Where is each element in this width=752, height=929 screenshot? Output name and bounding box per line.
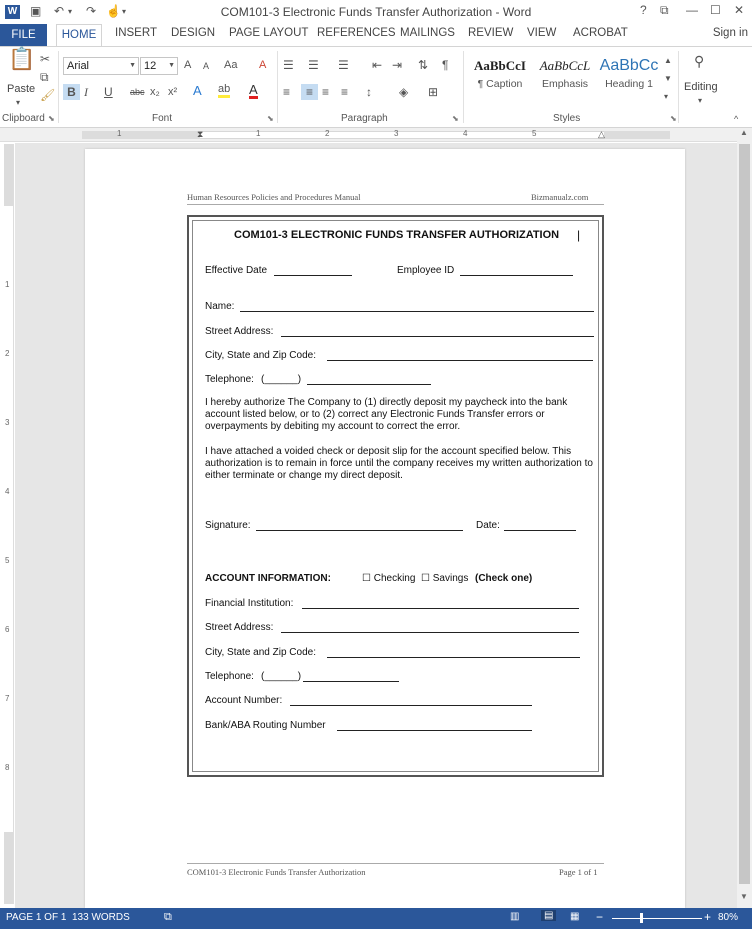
bank-telephone-field[interactable] <box>303 681 399 682</box>
web-layout-icon[interactable]: ▦ <box>570 911 580 922</box>
ruler-left-margin <box>82 131 200 139</box>
clipboard-group-label: Clipboard <box>2 113 45 124</box>
highlight-color-icon[interactable]: ab <box>218 83 230 98</box>
window-title: COM101-3 Electronic Funds Transfer Authorization - Word <box>220 5 532 19</box>
sign-in-link[interactable]: Sign in <box>712 27 748 39</box>
grow-font-icon[interactable]: A <box>184 59 192 71</box>
ruler-number: 4 <box>5 487 10 496</box>
header-rule <box>187 204 604 205</box>
decrease-indent-icon[interactable]: ⇤ <box>372 58 383 72</box>
paste-dropdown-icon[interactable]: ▾ <box>16 98 21 107</box>
close-button[interactable]: ✕ <box>734 3 745 17</box>
clipboard-launcher-icon[interactable]: ⬊ <box>48 114 55 123</box>
form-border <box>187 215 604 777</box>
style-emphasis[interactable] <box>534 55 596 99</box>
tab-home[interactable]: HOME <box>56 24 102 47</box>
bank-city-state-zip-field[interactable] <box>327 657 580 658</box>
subscript-button[interactable]: x₂ <box>150 86 160 98</box>
show-formatting-icon[interactable]: ¶ <box>442 58 449 72</box>
bold-button[interactable]: B <box>63 84 80 100</box>
font-launcher-icon[interactable]: ⬊ <box>267 114 274 123</box>
ruler-number: 1 <box>117 129 122 138</box>
touch-mode-icon[interactable]: ☝ <box>106 4 121 18</box>
chevron-down-icon: ▼ <box>168 62 175 69</box>
proofing-icon[interactable]: ⧉ <box>164 911 172 923</box>
ruler-number: 1 <box>256 129 261 138</box>
styles-scroll-up-icon[interactable]: ▲ <box>664 56 672 65</box>
scroll-up-icon[interactable]: ▲ <box>740 128 748 137</box>
document-area[interactable] <box>15 143 737 908</box>
telephone-field[interactable] <box>307 384 431 385</box>
undo-dropdown-icon[interactable]: ▾ <box>68 7 73 16</box>
text-effects-icon[interactable]: A <box>193 83 202 98</box>
account-number-label: Account Number: <box>205 695 283 706</box>
sort-icon[interactable]: ⇅ <box>418 58 429 72</box>
font-name-value: Arial <box>67 60 90 72</box>
name-field[interactable] <box>240 311 594 312</box>
ruler-number: 6 <box>5 625 10 634</box>
tab-references[interactable]: REFERENCES <box>317 27 396 39</box>
styles-scroll-down-icon[interactable]: ▼ <box>664 74 672 83</box>
city-state-zip-label: City, State and Zip Code: <box>205 350 316 361</box>
ruler-number: 1 <box>5 280 10 289</box>
effective-date-field[interactable] <box>274 275 352 276</box>
status-bar <box>0 908 752 929</box>
account-number-field[interactable] <box>290 705 532 706</box>
style-sample: AaBbCc <box>599 57 659 74</box>
ruler-bottom-margin <box>4 832 13 904</box>
form-inner-border <box>192 220 599 772</box>
title-bar <box>0 0 752 24</box>
undo-icon[interactable]: ↶ <box>54 4 65 18</box>
zoom-slider[interactable] <box>612 918 702 919</box>
signature-field[interactable] <box>256 530 463 531</box>
financial-institution-label: Financial Institution: <box>205 598 294 609</box>
tab-design[interactable]: DESIGN <box>171 27 216 39</box>
style-sample: AaBbCcL <box>539 58 591 73</box>
horizontal-ruler[interactable] <box>0 128 752 142</box>
cut-icon[interactable]: ✂ <box>40 52 51 66</box>
date-field[interactable] <box>504 530 576 531</box>
font-size-combo[interactable] <box>140 57 178 75</box>
ruler-number: 8 <box>5 763 10 772</box>
bank-street-address-label: Street Address: <box>205 622 274 633</box>
font-color-icon[interactable]: A <box>249 82 258 97</box>
routing-number-field[interactable] <box>337 730 532 731</box>
right-indent-marker-icon[interactable]: △ <box>598 129 605 139</box>
ruler-number: 3 <box>394 129 399 138</box>
ribbon-display-options-icon[interactable]: ⧉ <box>660 3 669 17</box>
tab-acrobat[interactable]: ACROBAT <box>573 27 628 39</box>
vertical-scrollbar[interactable] <box>737 128 752 908</box>
tab-mailings[interactable]: MAILINGS <box>400 27 455 39</box>
minimize-button[interactable]: — <box>686 3 698 17</box>
word-app-icon[interactable]: W <box>5 5 20 19</box>
text-cursor: | <box>577 228 581 242</box>
ruler-number: 7 <box>5 694 10 703</box>
savings-checkbox[interactable]: ☐ Savings <box>421 573 469 584</box>
paragraph-group-label: Paragraph <box>341 113 388 124</box>
numbering-icon[interactable]: ☰ <box>308 58 319 72</box>
divider <box>277 51 278 123</box>
style-name: Heading 1 <box>605 78 653 90</box>
copy-icon[interactable]: ⧉ <box>40 70 49 84</box>
ruler-number: 2 <box>325 129 330 138</box>
paste-button[interactable]: Paste <box>7 83 36 95</box>
employee-id-label: Employee ID <box>397 265 455 276</box>
ruler-number: 4 <box>463 129 468 138</box>
align-right-icon[interactable]: ≡ <box>322 85 330 99</box>
paste-icon[interactable]: 📋 <box>8 46 36 71</box>
tab-file[interactable]: FILE <box>0 24 47 46</box>
account-info-heading: ACCOUNT INFORMATION: <box>205 573 331 584</box>
paragraph-launcher-icon[interactable]: ⬊ <box>452 114 459 123</box>
effective-date-label: Effective Date <box>205 265 268 276</box>
signature-label: Signature: <box>205 520 251 531</box>
font-name-combo[interactable] <box>63 57 139 75</box>
tab-view[interactable]: VIEW <box>527 27 557 39</box>
check-one-note: (Check one) <box>475 573 533 584</box>
style-caption[interactable] <box>468 55 532 99</box>
ruler-number: 5 <box>5 556 10 565</box>
ruler-top-margin <box>4 144 13 206</box>
scroll-down-icon[interactable]: ▼ <box>740 892 748 901</box>
bank-street-address-field[interactable] <box>281 632 579 633</box>
page-header-left: Human Resources Policies and Procedures Manual <box>187 192 361 202</box>
ruler-number: 3 <box>5 418 10 427</box>
authorization-paragraph-2: I have attached a voided check or deposit slip for the account specified below. This authorization is to remain in force until the company receives my written authorization to either terminate or change my direct deposit. <box>205 446 593 481</box>
routing-number-label: Bank/ABA Routing Number <box>205 720 326 731</box>
street-address-label: Street Address: <box>205 326 274 337</box>
clear-formatting-icon[interactable]: A <box>259 59 267 71</box>
customize-toolbar-icon[interactable]: ▾ <box>122 7 127 16</box>
print-layout-icon[interactable]: ▤ <box>541 910 556 921</box>
chevron-down-icon: ▾ <box>698 96 703 105</box>
help-button[interactable]: ? <box>640 3 647 17</box>
date-label: Date: <box>476 520 500 531</box>
financial-institution-field[interactable] <box>302 608 579 609</box>
zoom-in-button[interactable]: + <box>704 910 712 924</box>
align-left-icon[interactable]: ≡ <box>283 85 291 99</box>
authorization-paragraph-1: I hereby authorize The Company to (1) directly deposit my paycheck into the bank account listed below, or to (2) correct any Electronic Funds Transfer errors or overpayments by debiting my account to correct the error. <box>205 397 568 432</box>
styles-more-icon[interactable]: ▾ <box>664 92 669 101</box>
name-label: Name: <box>205 301 235 312</box>
superscript-button[interactable]: x² <box>168 86 178 98</box>
scrollbar-thumb[interactable] <box>739 144 750 884</box>
strikethrough-button[interactable]: abc <box>130 87 145 97</box>
page-header-right: Bizmanualz.com <box>531 192 589 202</box>
bank-telephone-area-code[interactable]: (______) <box>261 671 302 682</box>
read-mode-icon[interactable]: ▥ <box>510 911 520 922</box>
zoom-slider-thumb[interactable] <box>640 913 643 923</box>
underline-button[interactable]: U <box>104 85 113 99</box>
page-count[interactable]: PAGE 1 OF 1 <box>6 912 67 923</box>
editing-label: Editing <box>684 81 718 93</box>
justify-icon[interactable]: ≡ <box>341 85 349 99</box>
indent-marker-icon[interactable]: ⧗ <box>197 129 204 139</box>
font-size-value: 12 <box>144 60 157 72</box>
ruler-number: 2 <box>5 349 10 358</box>
tab-page-layout[interactable]: PAGE LAYOUT <box>229 27 309 39</box>
change-case-icon[interactable]: Aa <box>224 59 238 71</box>
divider <box>463 51 464 123</box>
collapse-ribbon-icon[interactable]: ^ <box>734 114 739 124</box>
page-footer-left: COM101-3 Electronic Funds Transfer Authorization <box>187 867 366 877</box>
shrink-font-icon[interactable]: A <box>203 61 210 71</box>
bank-telephone-label: Telephone: <box>205 671 254 682</box>
styles-launcher-icon[interactable]: ⬊ <box>670 114 677 123</box>
increase-indent-icon[interactable]: ⇥ <box>392 58 403 72</box>
style-sample: AaBbCcI <box>473 58 526 73</box>
multilevel-list-icon[interactable]: ☰ <box>338 58 349 72</box>
style-name: ¶ Caption <box>477 78 523 90</box>
bullets-icon[interactable]: ☰ <box>283 58 294 72</box>
align-center-icon[interactable]: ≡ <box>301 84 318 100</box>
employee-id-field[interactable] <box>460 275 573 276</box>
page-footer-right: Page 1 of 1 <box>559 867 598 877</box>
ruler-right-margin <box>604 131 670 139</box>
style-heading-1[interactable] <box>598 55 660 99</box>
redo-icon[interactable]: ↷ <box>86 4 97 18</box>
vertical-ruler[interactable] <box>4 144 14 904</box>
shading-icon[interactable]: ◈ <box>399 85 409 99</box>
binoculars-icon: ⚲ <box>694 53 705 69</box>
ruler-number: 5 <box>532 129 537 138</box>
telephone-area-code[interactable]: (______) <box>261 374 302 385</box>
word-count[interactable]: 133 WORDS <box>72 912 130 923</box>
zoom-level[interactable]: 80% <box>718 912 739 923</box>
ribbon <box>0 46 752 128</box>
bank-city-state-zip-label: City, State and Zip Code: <box>205 647 316 658</box>
form-title: COM101-3 ELECTRONIC FUNDS TRANSFER AUTHORIZATION <box>234 229 560 241</box>
maximize-button[interactable]: ☐ <box>710 3 721 17</box>
line-spacing-icon[interactable]: ↕ <box>366 85 372 99</box>
chevron-down-icon: ▼ <box>129 62 136 69</box>
checking-checkbox[interactable]: ☐ Checking <box>362 573 416 584</box>
style-name: Emphasis <box>541 78 589 90</box>
tab-review[interactable]: REVIEW <box>468 27 514 39</box>
divider <box>58 51 59 123</box>
save-icon[interactable]: ▣ <box>30 4 42 18</box>
document-page[interactable] <box>85 149 685 908</box>
telephone-label: Telephone: <box>205 374 254 385</box>
zoom-out-button[interactable]: − <box>596 910 604 924</box>
ribbon-tabs <box>0 24 752 46</box>
borders-icon[interactable]: ⊞ <box>428 85 439 99</box>
tab-insert[interactable]: INSERT <box>115 27 157 39</box>
street-address-field[interactable] <box>281 336 594 337</box>
styles-group-label: Styles <box>553 113 581 124</box>
format-painter-icon[interactable]: 🖌 <box>40 88 56 102</box>
footer-rule <box>187 863 604 864</box>
italic-button[interactable]: I <box>84 85 88 99</box>
font-group-label: Font <box>152 113 173 124</box>
divider <box>678 51 679 123</box>
city-state-zip-field[interactable] <box>327 360 593 361</box>
